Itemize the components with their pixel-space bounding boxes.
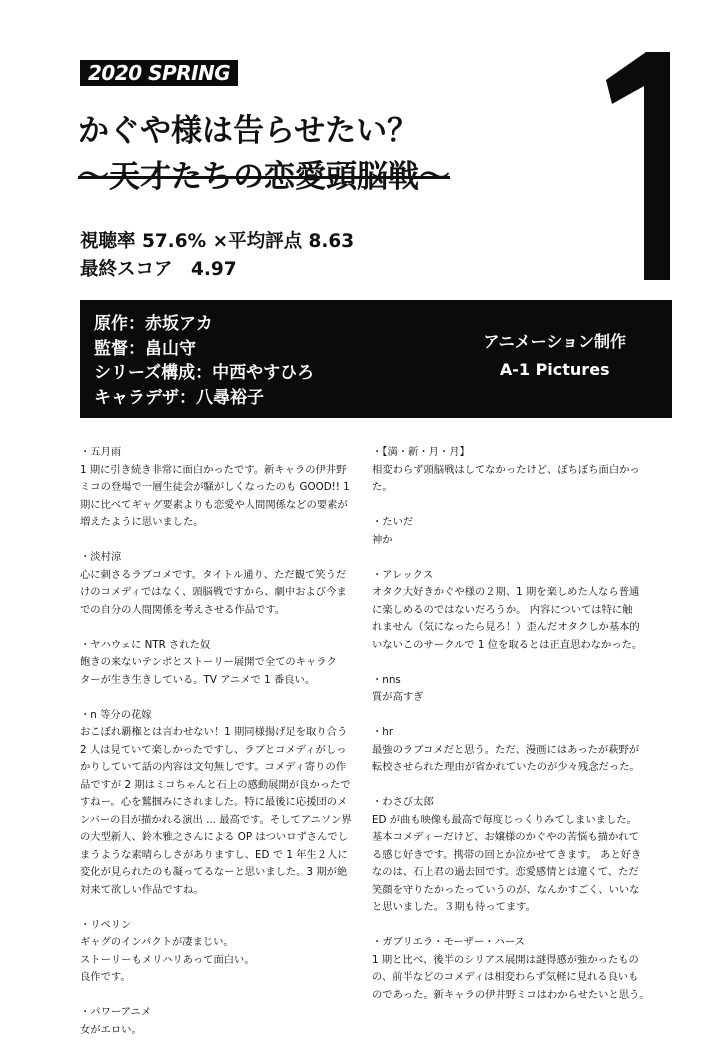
final-score-line: 最終スコア 4.97 (80, 259, 237, 280)
reviewer-name: ・パワーアニメ (80, 1006, 152, 1018)
staff-original: 原作：赤坂アカ (94, 314, 213, 334)
review-entry (80, 1004, 362, 1039)
review-text: 神か (372, 533, 393, 546)
review-text: 女がエロい。 (80, 1023, 142, 1036)
title-subtitle: 〜天才たちの恋愛頭脳戦〜 (78, 159, 450, 195)
studio-name: A-1 Pictures (499, 360, 610, 379)
rating-line: 視聴率 57.6% ×平均評点 8.63 (80, 231, 355, 252)
review-entry (372, 794, 654, 917)
review-text: 飽きの来ないテンポとストーリー展開で全てのキャラク ターが生き生きしている。TV アニメで 1 番良い。 (80, 656, 337, 686)
review-entry (80, 444, 362, 532)
anime-title (78, 108, 598, 200)
rank-number (598, 52, 670, 280)
studio-label: アニメーション制作 (483, 332, 626, 351)
review-text: 質が高すぎ (372, 691, 424, 703)
reviews-left-column (80, 444, 362, 1057)
review-entry (372, 567, 654, 655)
review-entry (372, 934, 654, 1004)
reviewer-name: ・ヤハウェに NTR された奴 (80, 638, 211, 651)
review-text: 最強のラブコメだと思う。ただ、漫画にはあったが萩野が 転校させられた理由が省かれていたのが少々残念だった。 (372, 743, 640, 773)
review-entry (372, 724, 654, 777)
review-text: ギャグのインパクトが凄まじい。 ストーリーもメリハリあって面白い。 良作です。 (80, 936, 255, 983)
review-text: オタク大好きかぐや様の２期、1 期を楽しめた人なら普通 に楽しめるのではないだろうか。 内容については特に触 れません（気になったら見ろ！）歪んだオタクしか基本的 いないこのサークルで 1 位を取るとは正直思わなかった。 (372, 586, 643, 651)
review-entry (80, 917, 362, 987)
review-entry (80, 707, 362, 900)
staff-director: 監督：畠山守 (94, 338, 196, 359)
review-text: 心に刺さるラブコメです。タイトル通り、ただ観て笑うだ けのコメディではなく、頭脳戦ですから、劇中および今ま での自分の人間関係を考えさせる作品です。 (80, 568, 347, 616)
reviewer-name: ・五月雨 (80, 446, 122, 458)
title-main: かぐや様は告らせたい？ (78, 113, 419, 149)
review-entry (80, 549, 362, 619)
staff-list (94, 312, 314, 410)
review-text: おこぼれ覇権とは言わせない！1 期同様揚げ足を取り合う 2 人は見ていて楽しかったですし、ラブとコメディがしっ かりしていて話の内容は文句無しです。コメディ寄りの作 品ですが 2 期はミコちゃんと石上の感動展開が良かったで すねー。心を鷲掴みにされました。特に最後に応援団のメ ンバーの目が描かれる演出 ... 最高です。そしてアニソン界 の大型新人、鈴木雅之さんによる OP はついロずさんでし まうような素晴らしさがありますし、ED で 1 年生２人に 変化が見られたのも凝ってるなーと思いました。3 期が絶 対来て欲しい作品ですね。 (80, 726, 352, 896)
reviewer-name: ・アレックス (372, 568, 434, 581)
reviewer-name: ・ガブリエラ・モーザー・ハース (372, 936, 525, 948)
review-text: 1 期と比べ、後半のシリアス展開は謎得感が強かったもの の、前半などのコメディは相変わらず気軽に見れる良いも のであった。新キャラの伊井野ミコはわからせたいと思う。 (372, 953, 650, 1001)
reviewer-name: ・n 等分の花嫁 (80, 708, 152, 721)
reviewer-name: ・たいだ (372, 516, 414, 528)
review-text: ED が曲も映像も最高で毎度じっくりみてしまいました。 基本コメディーだけど、お嬢様のかぐやの苦悩も描かれて る感じ好きです。携帯の回とか泣かせてきます。 あと好き なのは、石上君の過去回です。恋愛感情とは違くて、ただ 笑顔を守りたかったっていうのが、なんかすごく、いいな と思いました。３期も待ってます。 (372, 813, 642, 913)
reviews-right-column (372, 444, 654, 1022)
reviewer-name: ・nns (372, 673, 401, 686)
staff-box (80, 300, 672, 418)
studio-credit (483, 328, 626, 384)
season-label: 2020 SPRING (80, 60, 238, 86)
reviewer-name: ・【満・新・月・月】 (372, 446, 470, 458)
review-text: 相変わらず頭脳戦はしてなかったけど、ぼちぼち面白かっ た。 (372, 463, 640, 493)
reviewer-name: ・hr (372, 726, 394, 738)
review-entry (372, 514, 654, 549)
review-text: 1 期に引き続き非常に面白かったです。新キャラの伊井野 ミコの登場で一層生徒会が騒がしくなったのも GOOD!! 1 期に比べてギャグ要素よりも恋愛や人間関係などの要素が 増えたように思いました。 (80, 463, 350, 528)
review-entry (80, 637, 362, 690)
staff-character-design: キャラデザ：八尋裕子 (94, 387, 264, 408)
staff-series-composition: シリーズ構成：中西やすひろ (94, 363, 315, 383)
rank-text: 1 (598, 52, 599, 53)
score-stats (80, 228, 354, 284)
reviewer-name: ・リベリン (80, 918, 132, 931)
review-entry (372, 444, 654, 497)
review-entry (372, 672, 654, 707)
reviewer-name: ・わさび太郎 (372, 796, 434, 808)
reviewer-name: ・淡村涼 (80, 551, 122, 563)
